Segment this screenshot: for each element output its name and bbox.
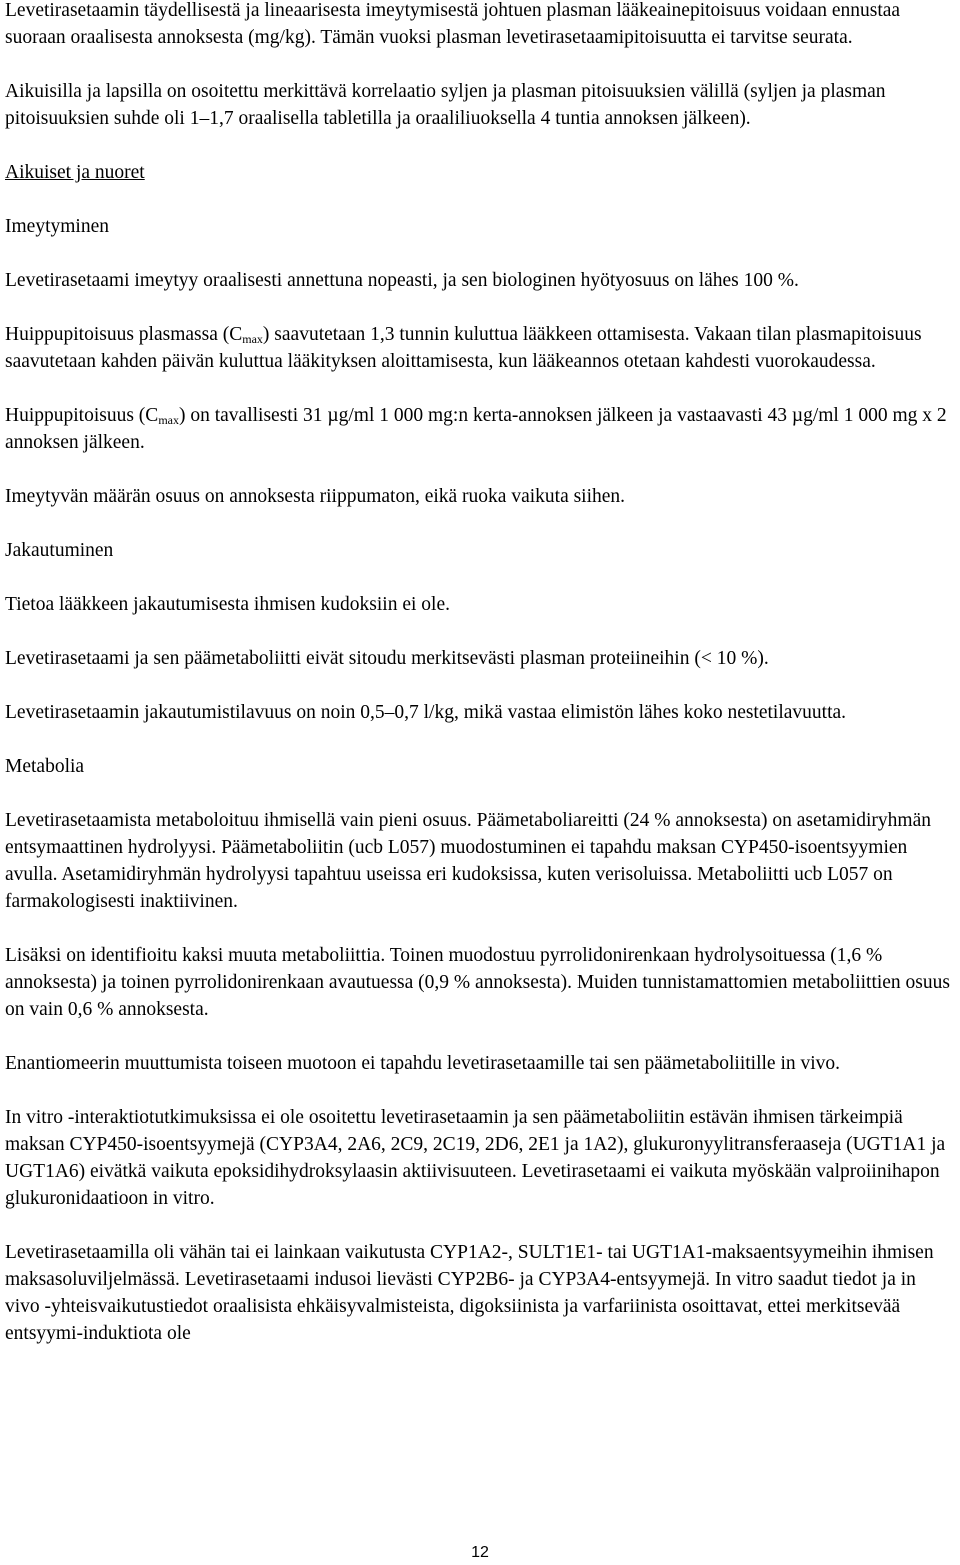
paragraph: Enantiomeerin muuttumista toiseen muotoon ei tapahdu levetirasetaamille tai sen päämetaboliitille in vivo. — [5, 1053, 841, 1074]
paragraph: Tietoa lääkkeen jakautumisesta ihmisen kudoksiin ei ole. — [5, 594, 450, 615]
paragraph: Huippupitoisuus $(C_{max})$ on tavallisesti 31 µg/ml 1 000 mg:n kerta-annoksen jälkeen ja vastaavasti 43 µg/ml 1 000 mg x 2 annoksen jälkeen. — [5, 405, 947, 453]
paragraph: Imeytyvän määrän osuus on annoksesta riippumaton, eikä ruoka vaikuta siihen. — [5, 486, 626, 507]
paragraph: Levetirasetaami imeytyy oraalisesti annettuna nopeasti, ja sen biologinen hyötyosuus on lähes 100 %. — [5, 270, 799, 291]
paragraph: Levetirasetaami ja sen päämetaboliitti eivät sitoudu merkitsevästi plasman proteiineihin (< 10 %). — [5, 648, 769, 669]
subheading-distribution: Jakautuminen — [5, 540, 114, 561]
page-number: 12 — [471, 1544, 489, 1561]
paragraph: Levetirasetaamilla oli vähän tai ei lainkaan vaikutusta CYP1A2-, SULT1E1- tai UGT1A1-maksaentsyymeihin ihmisen maksasoluviljelmässä. Levetirasetaami indusoi lievästi CYP2B6- ja CYP3A4-entsyymejä. In vitro saadut tiedot ja in vivo -yhteisvaikutustiedot oraalisista ehkäisyvalmisteista, digoksiinista ja varfariinista osoittavat, ettei merkitsevää entsyymi-induktiota ole — [5, 1242, 934, 1344]
paragraph: Levetirasetaamin jakautumistilavuus on noin 0,5–0,7 l/kg, mikä vastaa elimistön lähes koko nestetilavuutta. — [5, 702, 847, 723]
paragraph: Levetirasetaamin täydellisestä ja lineaarisesta imeytymisestä johtuen plasman lääkeainepitoisuus voidaan ennustaa suoraan oraalisesta annoksesta (mg/kg). Tämän vuoksi plasman levetirasetaamipitoisuutta ei tarvitse seurata. — [5, 0, 901, 48]
paragraph: Lisäksi on identifioitu kaksi muuta metaboliittia. Toinen muodostuu pyrrolidonirenkaan hydrolysoituessa (1,6 % annoksesta) ja toinen pyrrolidonirenkaan avautuessa (0,9 % annoksesta). Muiden tunnistamattomien metaboliittien osuus on vain 0,6 % annoksesta. — [5, 945, 950, 1020]
subheading-metabolism: Metabolia — [5, 756, 85, 777]
section-heading-adults: Aikuiset ja nuoret — [5, 162, 145, 183]
paragraph: Levetirasetaamista metaboloituu ihmisellä vain pieni osuus. Päämetaboliareitti (24 % annoksesta) on asetamidiryhmän entsymaattinen hydrolyysi. Päämetaboliitin (ucb L057) muodostuminen ei tapahdu maksan CYP450-isoentsyymien avulla. Asetamidiryhmän hydrolyysi tapahtuu useissa eri kudoksissa, kuten verisoluissa. Metaboliitti ucb L057 on farmakologisesti inaktiivinen. — [5, 810, 931, 912]
paragraph: Huippupitoisuus plasmassa $(C_{max})$ saavutetaan 1,3 tunnin kuluttua lääkkeen ottamisesta. Vakaan tilan plasmapitoisuus saavutetaan kahden päivän kuluttua lääkityksen aloittamisesta, kun lääkeannos otetaan kahdesti vuorokaudessa. — [5, 324, 922, 372]
document-body — [5, 0, 955, 1347]
paragraph: Aikuisilla ja lapsilla on osoitettu merkittävä korrelaatio syljen ja plasman pitoisuuksien välillä (syljen ja plasman pitoisuuksien suhde oli 1–1,7 oraalisella tabletilla ja oraaliliuoksella 4 tuntia annoksen jälkeen). — [5, 81, 886, 129]
subheading-absorption: Imeytyminen — [5, 216, 109, 237]
paragraph: In vitro -interaktiotutkimuksissa ei ole osoitettu levetirasetaamin ja sen päämetaboliitin estävän ihmisen tärkeimpiä maksan CYP450-isoentsyymejä (CYP3A4, 2A6, 2C9, 2C19, 2D6, 2E1 ja 1A2), glukuronyylitransferaaseja (UGT1A1 ja UGT1A6) eivätkä vaikuta epoksidihydroksylaasin aktiivisuuteen. Levetirasetaami ei vaikuta myöskään valproiinihapon glukuronidaatioon in vitro. — [5, 1107, 946, 1209]
